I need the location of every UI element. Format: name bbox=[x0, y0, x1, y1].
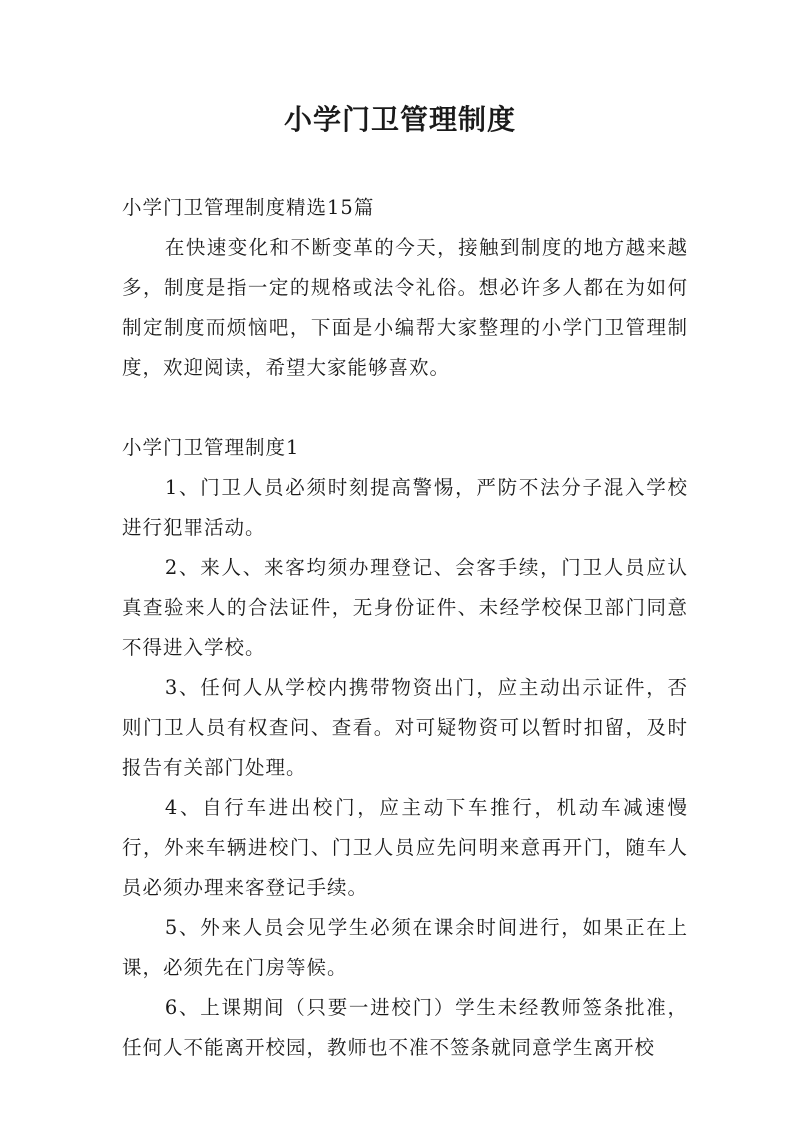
intro-paragraph: 在快速变化和不断变革的今天，接触到制度的地方越来越多，制度是指一定的规格或法令礼俗。想必许多人都在为如何制定制度而烦恼吧，下面是小编帮大家整理的小学门卫管理制度，欢迎阅读，希望大家能够喜欢。 bbox=[122, 236, 688, 379]
section-heading: 小学门卫管理制度1 bbox=[122, 436, 300, 459]
rule-item-4: 4、自行车进出校门，应主动下车推行，机动车减速慢行，外来车辆进校门、门卫人员应先问明来意再开门，随车人员必须办理来客登记手续。 bbox=[122, 796, 688, 899]
page-title: 小学门卫管理制度 bbox=[283, 103, 516, 136]
rule-item-3: 3、任何人从学校内携带物资出门，应主动出示证件，否则门卫人员有权查问、查看。对可疑物资可以暂时扣留，及时报告有关部门处理。 bbox=[122, 676, 688, 779]
section-spacer bbox=[122, 388, 688, 428]
rule-item-2: 2、来人、来客均须办理登记、会客手续，门卫人员应认真查验来人的合法证件，无身份证件、未经学校保卫部门同意不得进入学校。 bbox=[122, 556, 688, 659]
intro-heading: 小学门卫管理制度精选15篇 bbox=[122, 196, 375, 219]
rule-item-6: 6、上课期间（只要一进校门）学生未经教师签条批准，任何人不能离开校园，教师也不准不签条就同意学生离开校 bbox=[122, 996, 688, 1059]
rule-item-1: 1、门卫人员必须时刻提高警惕，严防不法分子混入学校进行犯罪活动。 bbox=[122, 476, 688, 539]
rule-item-5: 5、外来人员会见学生必须在课余时间进行，如果正在上课，必须先在门房等候。 bbox=[122, 916, 688, 979]
document-body bbox=[122, 188, 688, 1068]
